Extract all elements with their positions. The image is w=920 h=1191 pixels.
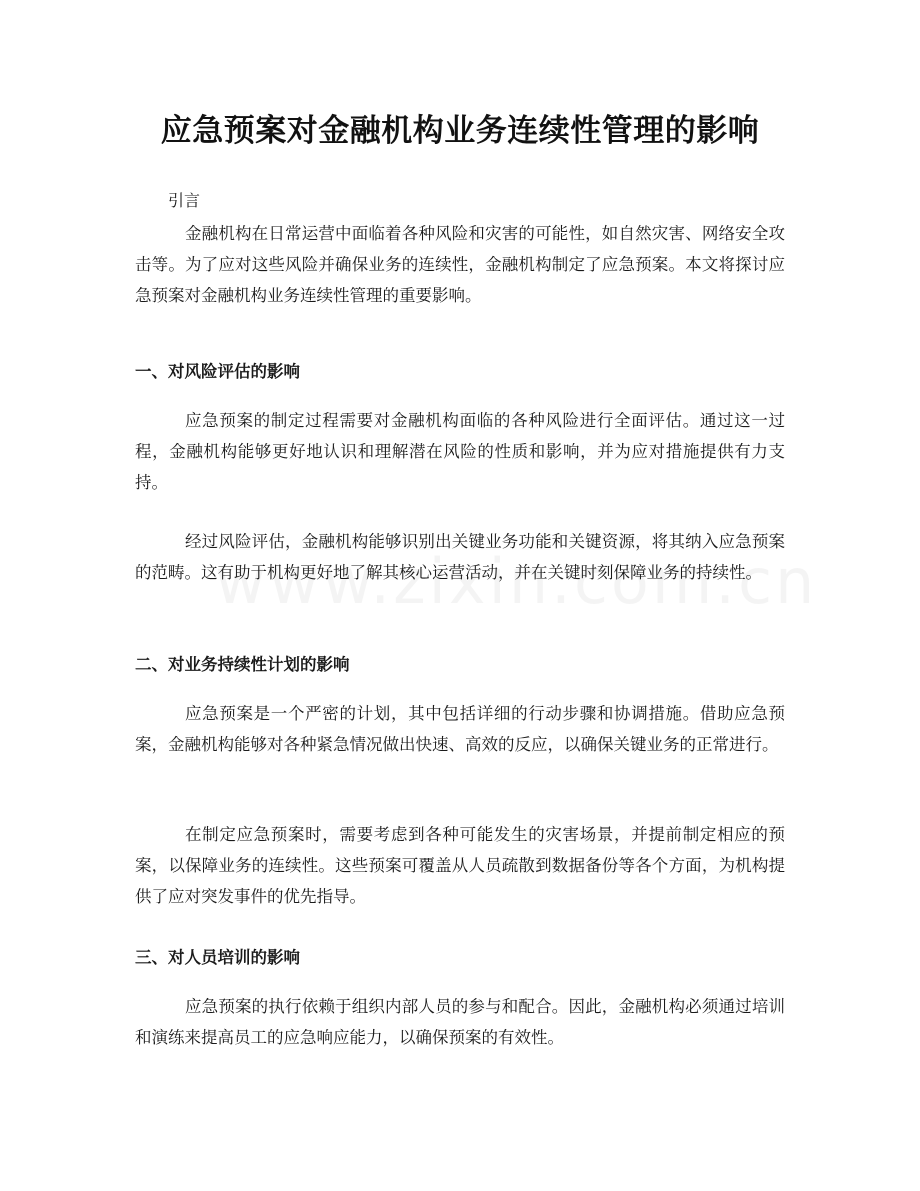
document-title: 应急预案对金融机构业务连续性管理的影响 — [160, 113, 760, 149]
paragraph-intro: 金融机构在日常运营中面临着各种风险和灾害的可能性，如自然灾害、网络安全攻击等。为了应对这些风险并确保业务的连续性，金融机构制定了应急预案。本文将探讨应急预案对金融机构业务连续性管理的重要影响。 — [135, 224, 785, 305]
paragraph-section-1b: 经过风险评估，金融机构能够识别出关键业务功能和关键资源，将其纳入应急预案的范畴。这有助于机构更好地了解其核心运营活动，并在关键时刻保障业务的持续性。 — [135, 532, 785, 582]
section-heading-3: 三、对人员培训的影响 — [135, 948, 300, 967]
paragraph-section-1a: 应急预案的制定过程需要对金融机构面临的各种风险进行全面评估。通过这一过程，金融机构能够更好地认识和理解潜在风险的性质和影响，并为应对措施提供有力支持。 — [135, 411, 785, 492]
paragraph-section-2a: 应急预案是一个严密的计划，其中包括详细的行动步骤和协调措施。借助应急预案，金融机构能够对各种紧急情况做出快速、高效的反应，以确保关键业务的正常进行。 — [135, 704, 785, 754]
paragraph-section-2b: 在制定应急预案时，需要考虑到各种可能发生的灾害场景，并提前制定相应的预案，以保障业务的连续性。这些预案可覆盖从人员疏散到数据备份等各个方面，为机构提供了应对突发事件的优先指导。 — [135, 825, 785, 906]
section-heading-2: 二、对业务持续性计划的影响 — [135, 655, 350, 674]
paragraph-section-3a: 应急预案的执行依赖于组织内部人员的参与和配合。因此，金融机构必须通过培训和演练来提高员工的应急响应能力，以确保预案的有效性。 — [135, 997, 785, 1047]
intro-label: 引言 — [168, 191, 201, 210]
section-heading-1: 一、对风险评估的影响 — [135, 362, 300, 381]
